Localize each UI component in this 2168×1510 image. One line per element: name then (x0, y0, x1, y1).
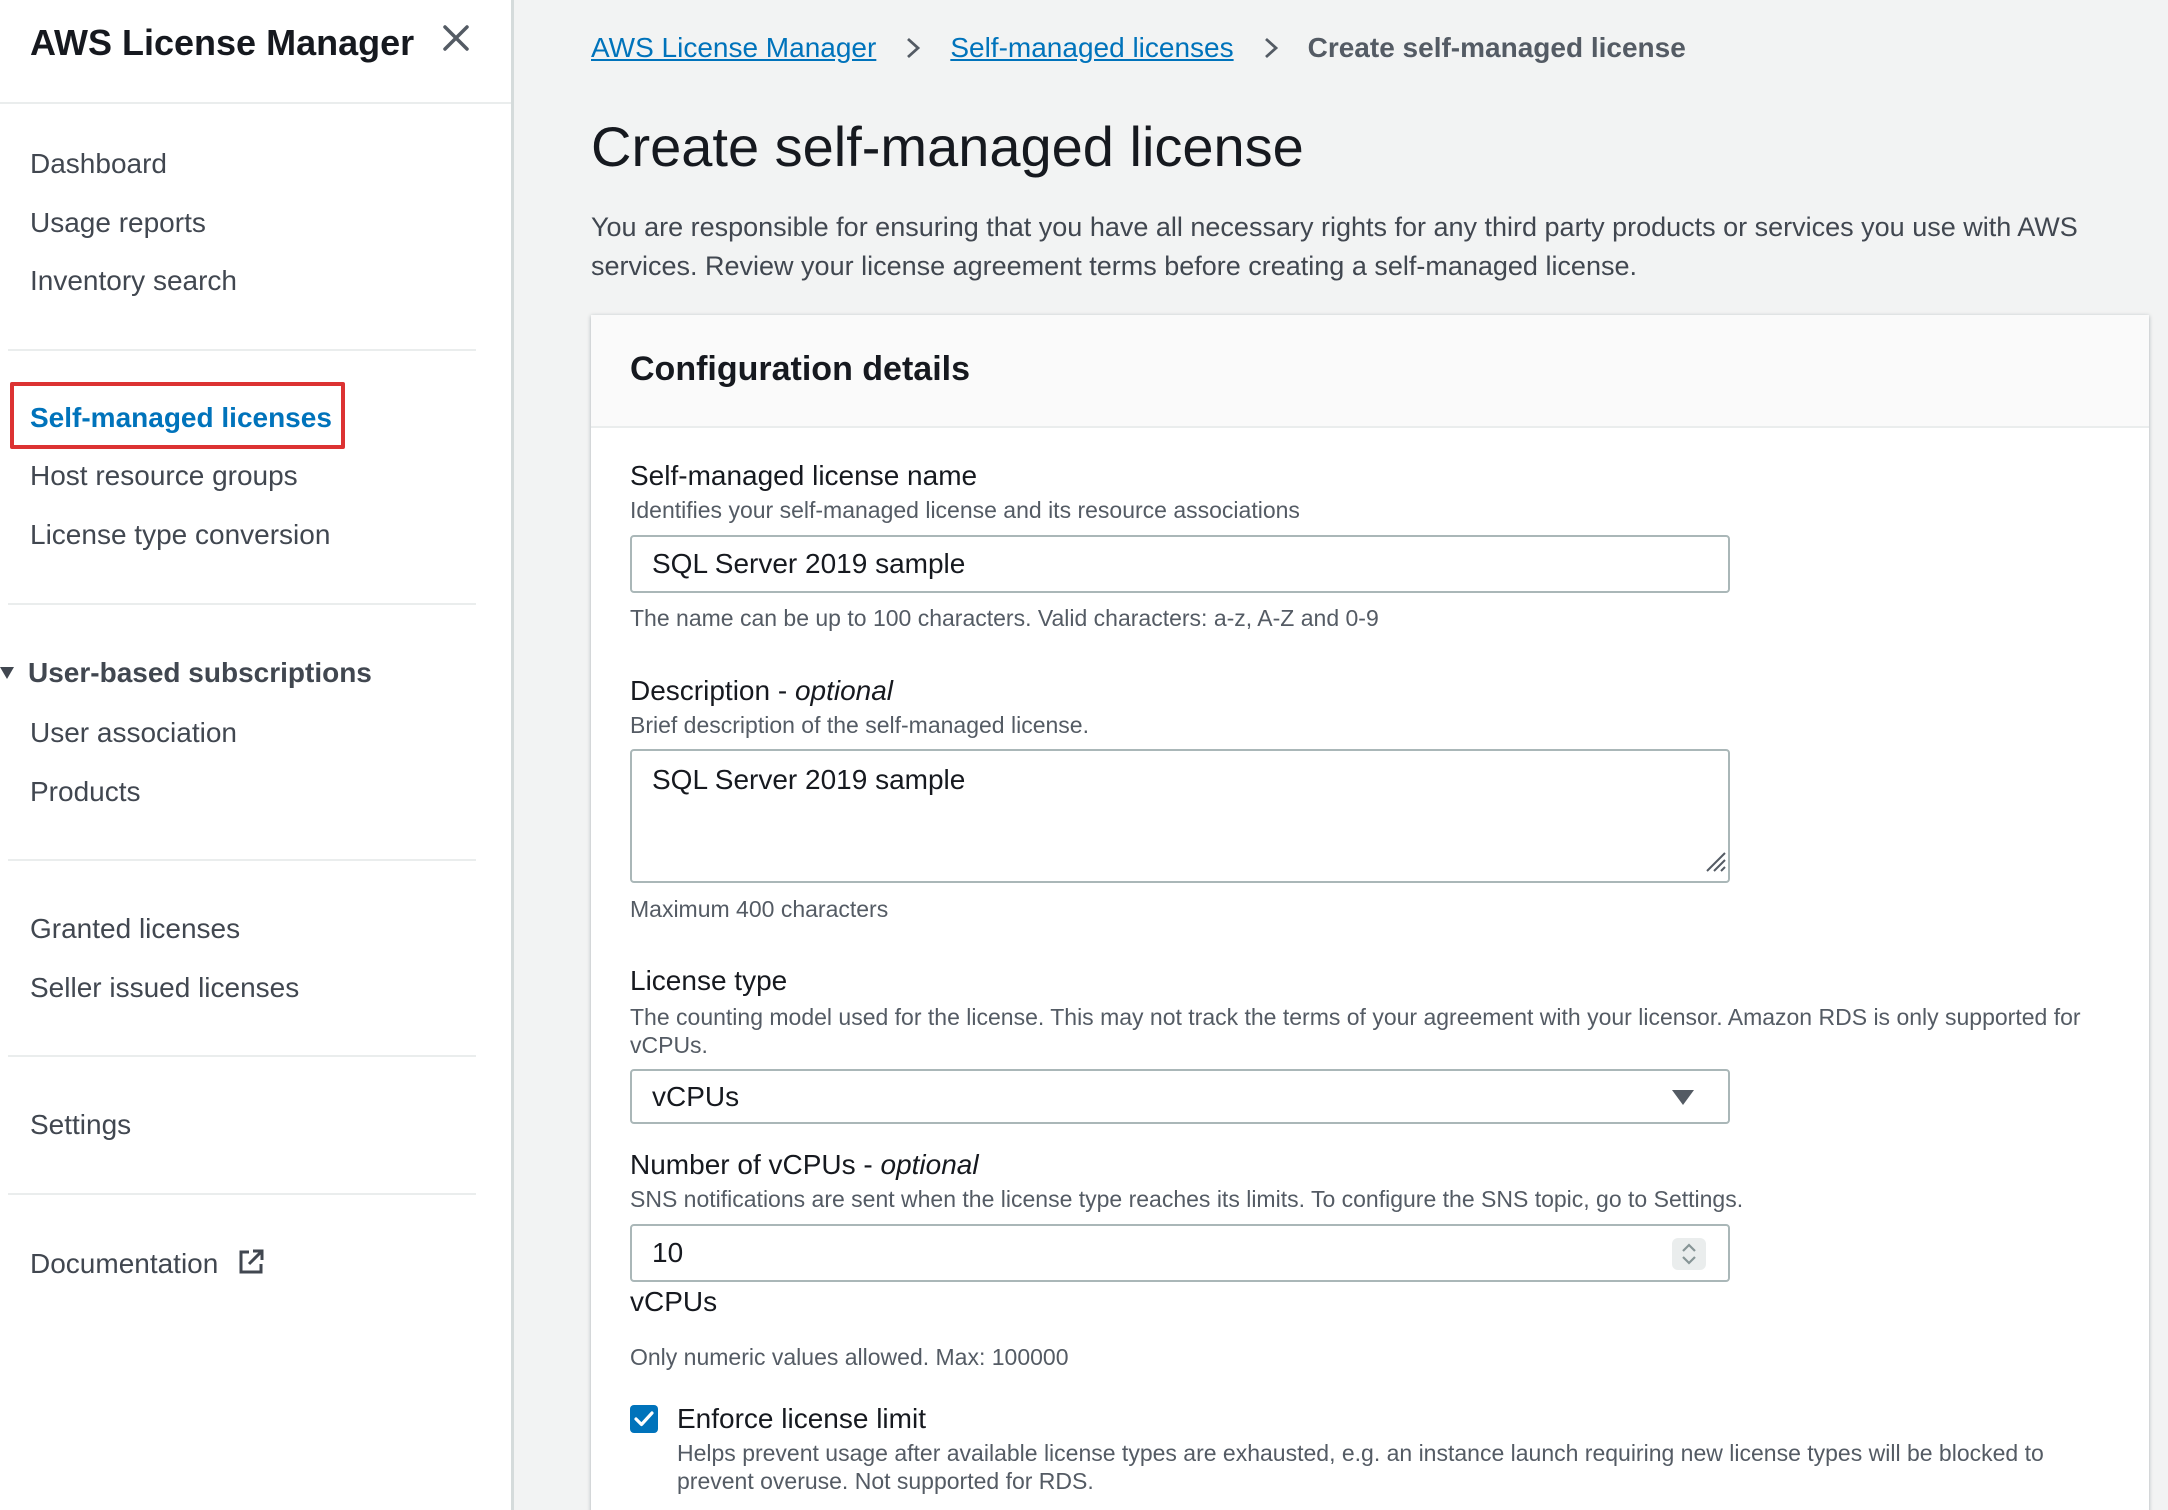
sidebar-header (0, 0, 511, 104)
nav-section-label: User-based subscriptions (28, 657, 372, 688)
nav-self-managed-licenses[interactable]: Self-managed licenses (30, 402, 332, 433)
name-description: Identifies your self-managed license and its resource associations (630, 497, 1300, 523)
nav-documentation-label: Documentation (30, 1248, 219, 1279)
nav-section-user-based-subscriptions[interactable] (0, 657, 372, 689)
nav-products[interactable]: Products (30, 776, 141, 807)
license-type-label: License type (630, 965, 788, 996)
nav-user-association[interactable]: User association (30, 717, 237, 748)
nav-seller-issued-licenses[interactable]: Seller issued licenses (30, 972, 300, 1003)
license-type-description: The counting model used for the license. This may not track the terms of your agreement with your licensor. Amazon RDS is only supported for vCPUs. (630, 1004, 2081, 1058)
nav-divider (8, 1055, 476, 1057)
description-label-text: Description - (630, 675, 795, 706)
main-content (514, 0, 2168, 1510)
license-type-select[interactable] (630, 1069, 1730, 1124)
card-header (591, 315, 2149, 428)
page-description: You are responsible for ensuring that you have all necessary rights for any third party products or services you use with AWS services. Review your license agreement terms before creating a self-managed license. (591, 212, 2078, 281)
vcpus-unit: vCPUs (630, 1286, 718, 1317)
vcpus-description: SNS notifications are sent when the license type reaches its limits. To configure the SNS topic, go to Settings. (630, 1186, 1744, 1212)
nav-documentation[interactable] (30, 1247, 266, 1280)
chevron-right-icon (902, 37, 924, 59)
stepper-icon (1672, 1238, 1706, 1270)
caret-down-icon (1672, 1090, 1694, 1105)
caret-down-icon (0, 667, 14, 679)
vcpus-constraint: Only numeric values allowed. Max: 100000 (630, 1344, 1069, 1370)
breadcrumb (591, 32, 1686, 64)
external-link-icon (236, 1247, 266, 1277)
nav-inventory-search[interactable]: Inventory search (30, 265, 237, 296)
nav-dashboard[interactable]: Dashboard (30, 148, 167, 179)
vcpus-input[interactable] (630, 1224, 1730, 1282)
close-icon[interactable] (436, 18, 476, 58)
nav-divider (8, 603, 476, 605)
description-label (630, 675, 893, 707)
card-title: Configuration details (630, 350, 970, 388)
breadcrumb-license-manager[interactable]: AWS License Manager (591, 32, 877, 63)
nav-divider (8, 859, 476, 861)
name-constraint: The name can be up to 100 characters. Valid characters: a-z, A-Z and 0-9 (630, 605, 1379, 631)
sidebar (0, 0, 514, 1510)
nav-license-type-conversion[interactable]: License type conversion (30, 519, 331, 550)
description-textarea[interactable] (630, 749, 1730, 883)
enforce-license-limit-label[interactable]: Enforce license limit (677, 1403, 926, 1434)
enforce-license-limit-checkbox[interactable] (630, 1405, 658, 1433)
page-title: Create self-managed license (591, 115, 1304, 178)
license-name-input[interactable] (630, 535, 1730, 593)
configuration-card (591, 315, 2149, 1510)
nav-settings[interactable]: Settings (30, 1109, 132, 1140)
nav-granted-licenses[interactable]: Granted licenses (30, 913, 241, 944)
optional-tag: optional (794, 675, 894, 706)
license-type-value: vCPUs (652, 1080, 740, 1112)
number-stepper[interactable] (1672, 1238, 1706, 1270)
optional-tag: optional (880, 1149, 979, 1180)
breadcrumb-self-managed-licenses[interactable]: Self-managed licenses (950, 32, 1234, 63)
checkmark-icon (630, 1405, 658, 1433)
description-constraint: Maximum 400 characters (630, 896, 889, 922)
nav-divider (8, 349, 476, 351)
description-hint: Brief description of the self-managed license. (630, 712, 1089, 738)
vcpus-label (630, 1149, 979, 1181)
vcpus-label-text: Number of vCPUs - (630, 1149, 881, 1180)
nav-usage-reports[interactable]: Usage reports (30, 207, 206, 238)
enforce-license-limit-description: Helps prevent usage after available license types are exhausted, e.g. an instance launch requiring new license types will be blocked to prevent overuse. Not supported for RDS. (677, 1440, 2044, 1494)
breadcrumb-current: Create self-managed license (1307, 32, 1686, 63)
name-label: Self-managed license name (630, 460, 978, 491)
nav-host-resource-groups[interactable]: Host resource groups (30, 460, 298, 491)
sidebar-title: AWS License Manager (30, 22, 415, 63)
chevron-right-icon (1260, 37, 1282, 59)
nav-divider (8, 1193, 476, 1195)
vcpus-value: 10 (652, 1237, 684, 1268)
